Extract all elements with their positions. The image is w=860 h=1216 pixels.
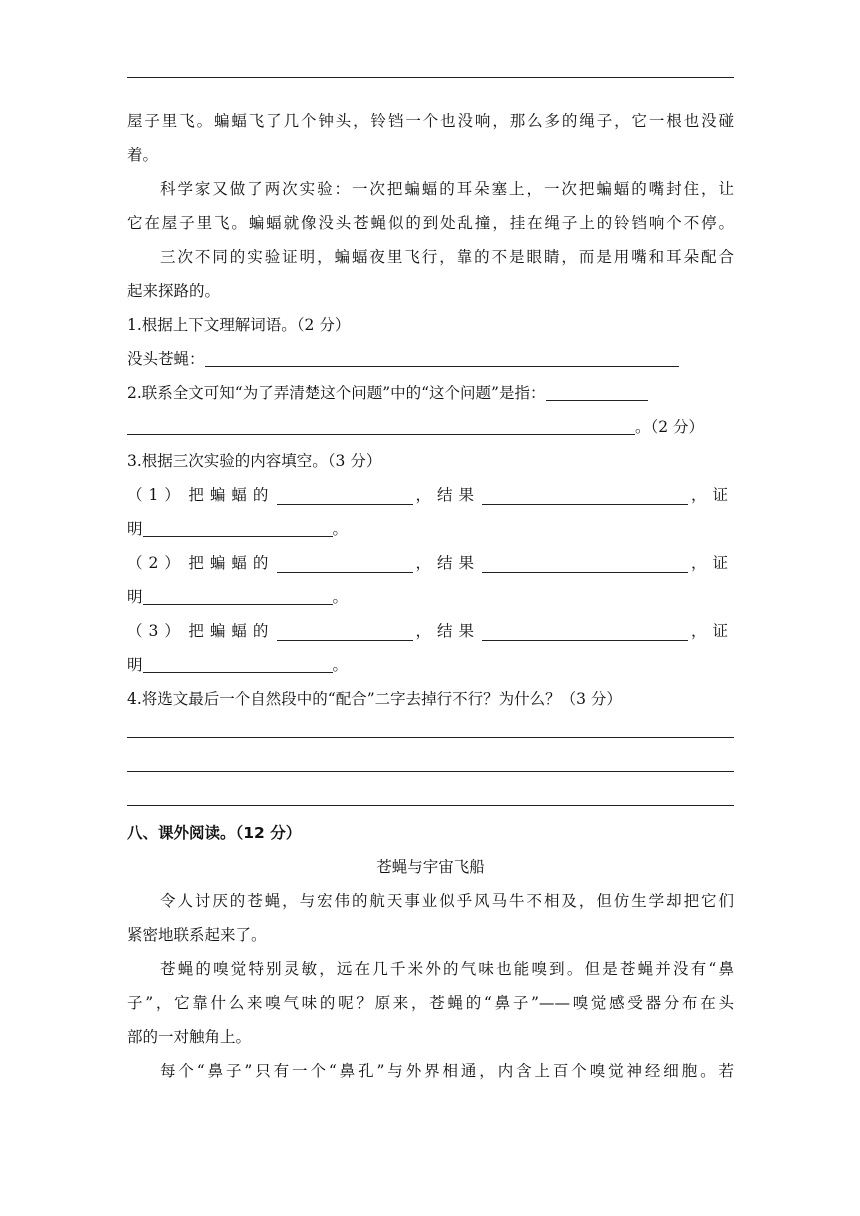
item-text: ，证 (690, 622, 734, 640)
item-text: ，结果 (415, 486, 480, 504)
question-3-item-cont (127, 519, 734, 539)
question-3-item-cont (127, 587, 734, 607)
answer-blank[interactable] (482, 624, 688, 641)
item-number: （2） (127, 554, 186, 572)
passage-line: 它在屋子里飞。蝙蝠就像没头苍蝇似的到处乱撞，挂在绳子上的铃铛响个不停。 (127, 214, 734, 232)
question-3-item-cont (127, 655, 734, 675)
item-text: 把蝙蝠的 (188, 486, 275, 504)
item-text: ，证 (690, 486, 734, 504)
item-text: 。 (332, 656, 349, 674)
answer-line[interactable] (127, 805, 734, 806)
header-rule (127, 77, 734, 78)
item-text: 明 (127, 520, 143, 538)
answer-line[interactable] (127, 737, 734, 738)
passage-line: 着。 (127, 146, 159, 164)
passage-line: 屋子里飞。蝙蝠飞了几个钟头，铃铛一个也没响，那么多的绳子，它一根也没碰 (127, 112, 734, 130)
question-3: 3.根据三次实验的内容填空。（3 分） (127, 452, 382, 470)
article-line: 苍蝇的嗅觉特别灵敏，远在几千米外的气味也能嗅到。但是苍蝇并没有“鼻 (160, 960, 734, 978)
item-text: 明 (127, 656, 143, 674)
question-3-item (127, 485, 734, 505)
item-text: ，结果 (415, 554, 480, 572)
item-text: ，证 (690, 554, 734, 572)
item-text: 把蝙蝠的 (188, 622, 275, 640)
question-1-label: 没头苍蝇： (127, 350, 205, 368)
question-1-answer-row (127, 349, 734, 369)
question-3-item (127, 621, 734, 641)
answer-line[interactable] (127, 771, 734, 772)
article-line: 部的一对触角上。 (127, 1028, 252, 1046)
article-title: 苍蝇与宇宙飞船 (376, 858, 485, 876)
question-2-text: 2.联系全文可知“为了弄清楚这个问题”中的“这个问题”是指： (127, 384, 546, 402)
question-2-end: 。（2 分） (635, 418, 705, 436)
item-text: ，结果 (415, 622, 480, 640)
question-2-continuation (127, 417, 734, 437)
question-3-item (127, 553, 734, 573)
article-line: 紧密地联系起来了。 (127, 926, 267, 944)
answer-blank[interactable] (277, 488, 413, 505)
item-text: 把蝙蝠的 (188, 554, 275, 572)
answer-blank[interactable] (143, 656, 333, 673)
answer-blank[interactable] (482, 556, 688, 573)
article-line: 令人讨厌的苍蝇，与宏伟的航天事业似乎风马牛不相及，但仿生学却把它们 (160, 892, 734, 910)
passage-line: 三次不同的实验证明，蝙蝠夜里飞行，靠的不是眼睛，而是用嘴和耳朵配合 (160, 248, 734, 266)
answer-blank[interactable] (205, 350, 679, 367)
answer-blank[interactable] (143, 520, 333, 537)
answer-blank[interactable] (546, 384, 648, 401)
article-line: 每个“鼻子”只有一个“鼻孔”与外界相通，内含上百个嗅觉神经细胞。若 (160, 1062, 734, 1080)
item-text: 。 (332, 520, 349, 538)
answer-blank[interactable] (482, 488, 688, 505)
item-text: 。 (332, 588, 349, 606)
article-line: 子”，它靠什么来嗅气味的呢？原来，苍蝇的“鼻子”——嗅觉感受器分布在头 (127, 994, 734, 1012)
question-1: 1.根据上下文理解词语。（2 分） (127, 316, 351, 334)
answer-blank[interactable] (127, 418, 635, 435)
passage-line: 起来探路的。 (127, 282, 221, 300)
answer-blank[interactable] (143, 588, 333, 605)
question-2 (127, 383, 734, 403)
section-8-heading: 八、课外阅读。（12 分） (127, 824, 302, 842)
item-number: （1） (127, 486, 186, 504)
passage-line: 科学家又做了两次实验：一次把蝙蝠的耳朵塞上，一次把蝙蝠的嘴封住，让 (160, 180, 734, 198)
answer-blank[interactable] (277, 556, 413, 573)
item-text: 明 (127, 588, 143, 606)
item-number: （3） (127, 622, 186, 640)
answer-blank[interactable] (277, 624, 413, 641)
question-4: 4.将选文最后一个自然段中的“配合”二字去掉行不行？为什么？（3 分） (127, 690, 622, 708)
